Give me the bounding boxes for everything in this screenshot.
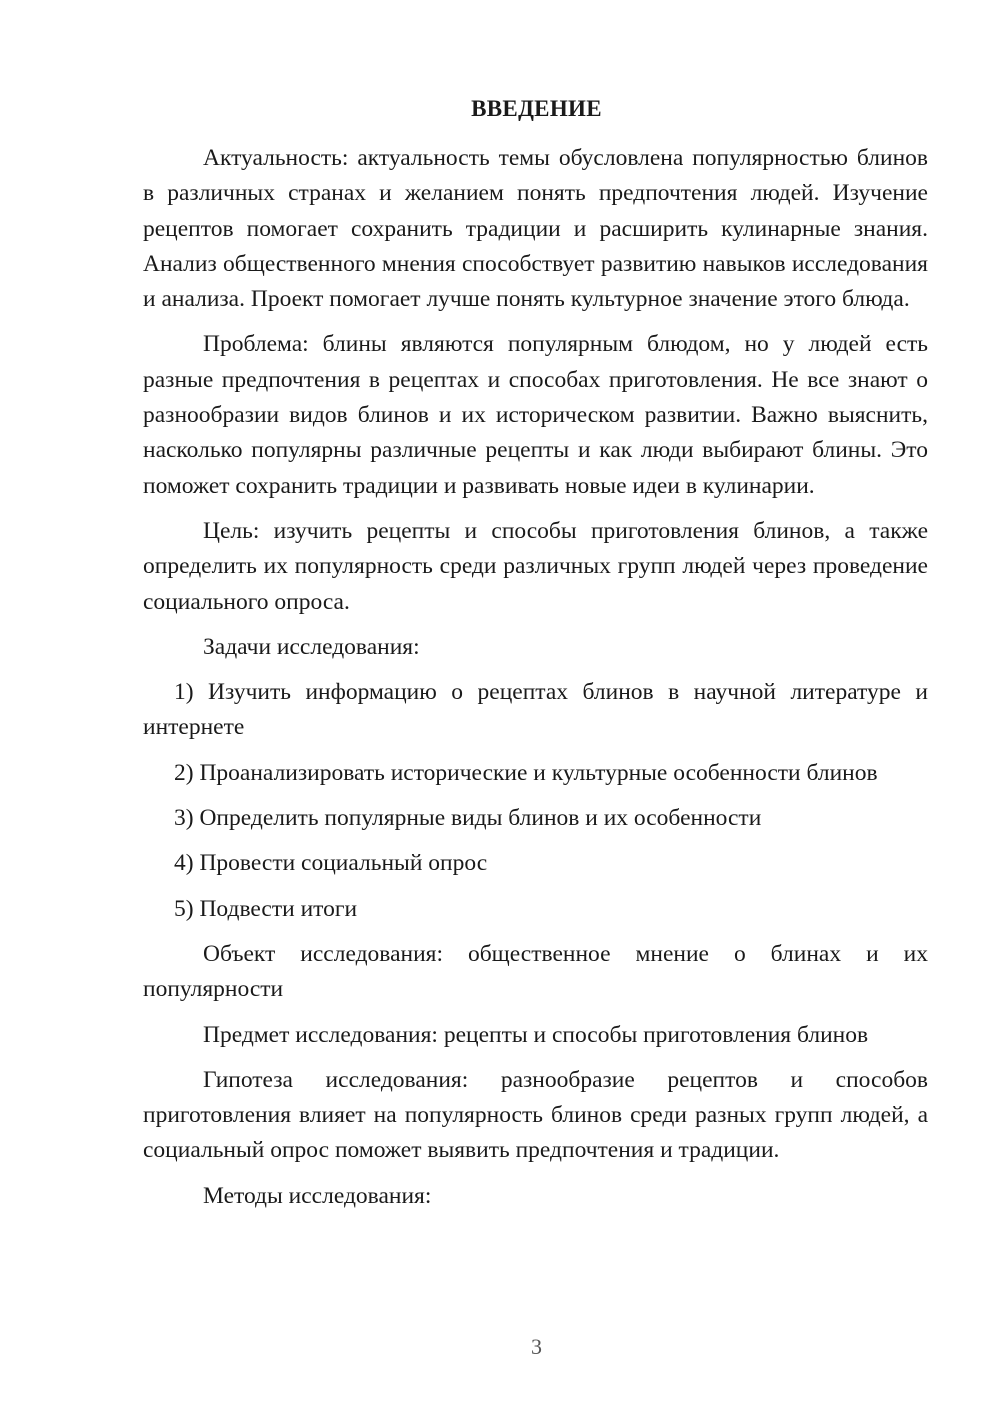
page-title: ВВЕДЕНИЕ — [471, 96, 602, 121]
paragraph-hypothesis: Гипотеза исследования: разнообразие рецептов и способов приготовления влияет на популярность блинов среди разных групп людей, а социальный опрос поможет выявить предпочтения и традиции. — [143, 1066, 928, 1164]
methods-heading: Методы исследования: — [203, 1182, 432, 1209]
document-body — [143, 141, 928, 1214]
task-item-1: 1) Изучить информацию о рецептах блинов в научной литературе и интернете — [143, 679, 928, 741]
task-item-2: 2) Проанализировать исторические и культурные особенности блинов — [174, 759, 878, 786]
task-item-5: 5) Подвести итоги — [174, 895, 358, 922]
tasks-heading: Задачи исследования: — [203, 633, 420, 660]
paragraph-goal: Цель: изучить рецепты и способы приготовления блинов, а также определить их популярность среди различных групп людей через проведение социального опроса. — [143, 517, 928, 615]
task-item-3: 3) Определить популярные виды блинов и их особенности — [174, 805, 762, 832]
task-item-4: 4) Провести социальный опрос — [174, 850, 488, 877]
paragraph-problem: Проблема: блины являются популярным блюдом, но у людей есть разные предпочтения в рецептах и способах приготовления. Не все знают о разнообразии видов блинов и их историческом развитии. Важно выяснить, насколько популярны различные рецепты и как люди выбирают блины. Это поможет сохранить традиции и развивать новые идеи в кулинарии. — [143, 331, 928, 499]
paragraph-object: Объект исследования: общественное мнение о блинах и их популярности — [143, 940, 928, 1003]
paragraph-relevance: Актуальность: актуальность темы обусловлена популярностью блинов в различных странах и желанием понять предпочтения людей. Изучение рецептов помогает сохранить традиции и расширить кулинарные знания. Анализ общественного мнения способствует развитию навыков исследования и анализа. Проект помогает лучше понять культурное значение этого блюда. — [143, 145, 928, 313]
page-number: 3 — [531, 1334, 542, 1359]
paragraph-subject: Предмет исследования: рецепты и способы приготовления блинов — [203, 1021, 869, 1048]
